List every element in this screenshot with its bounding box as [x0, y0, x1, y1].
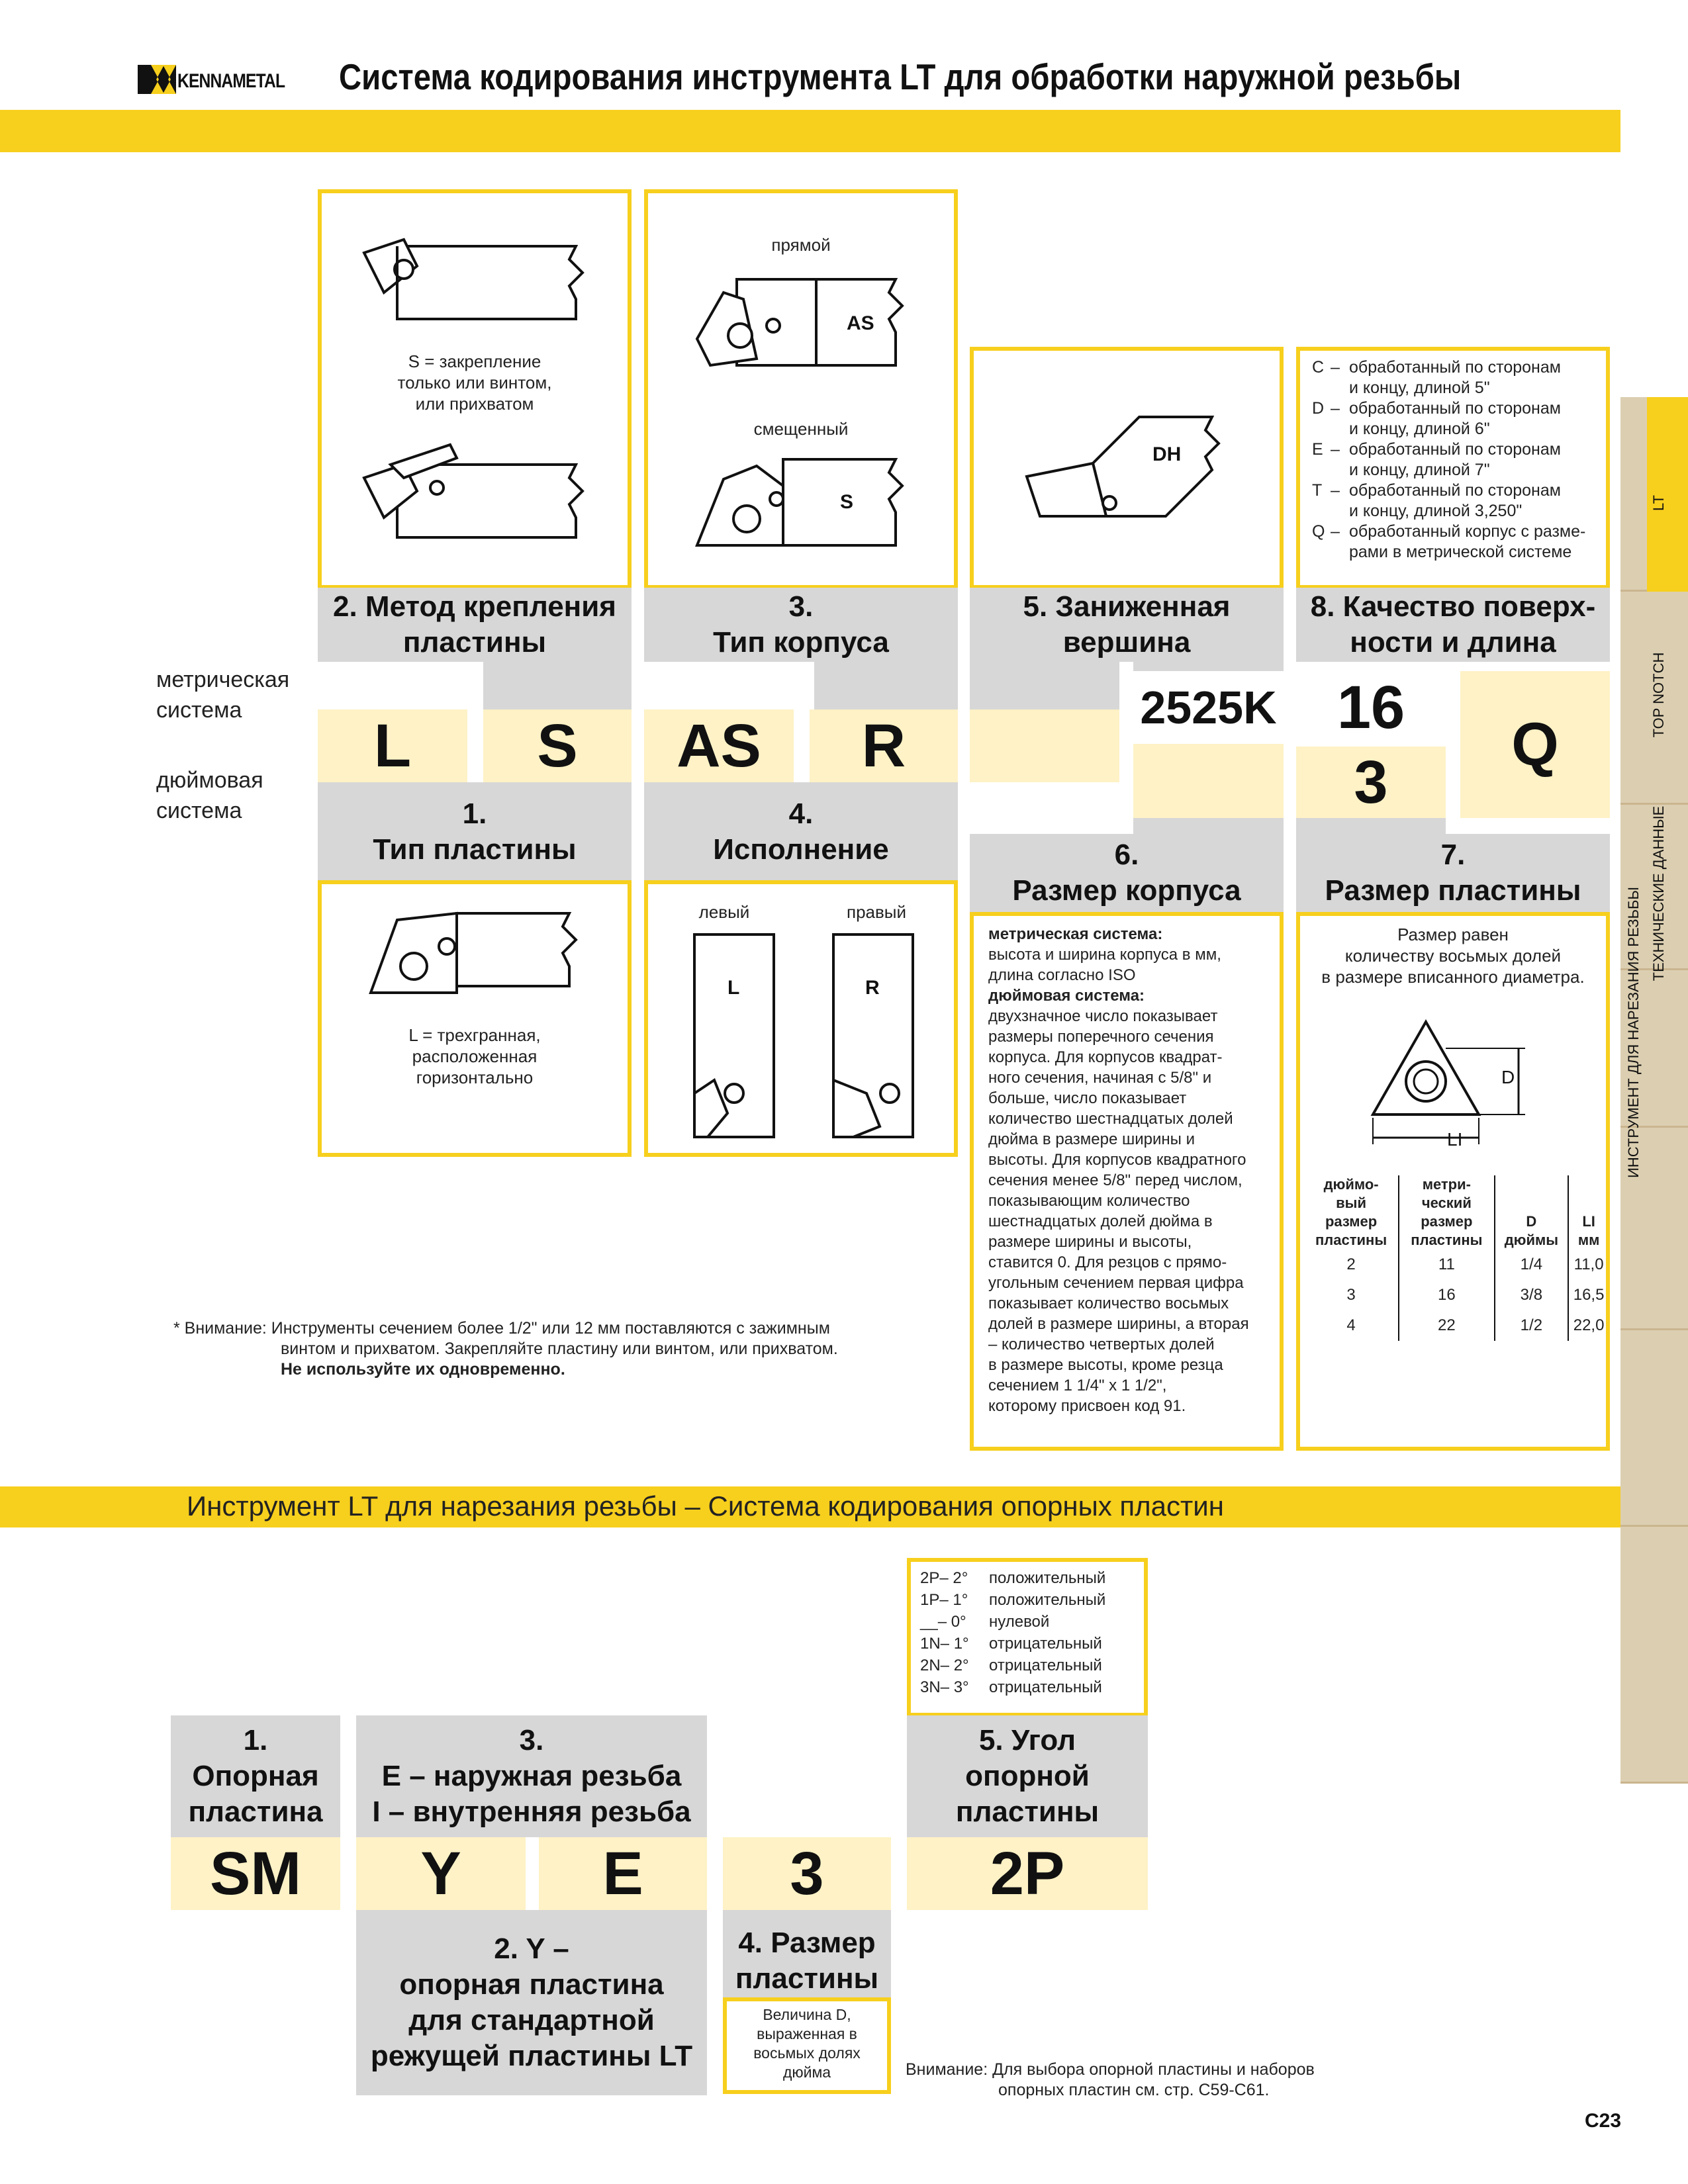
table-cell: 22 [1399, 1310, 1494, 1341]
code-sm: SM [171, 1837, 340, 1910]
angle-desc: положительный [989, 1569, 1106, 1587]
table-row [1304, 1250, 1609, 1280]
code-insert-size-metric: 16 [1296, 671, 1446, 744]
shim-size-desc: Величина D, выраженная в восьмых долях дюйма [753, 2006, 861, 2081]
table-head-li: LI мм [1577, 1213, 1600, 1248]
tag-r: R [865, 977, 880, 999]
table-cell: 11 [1399, 1250, 1494, 1280]
shank-inch-head: дюймовая система: [988, 987, 1145, 1005]
code-as: AS [644, 709, 794, 782]
header-shim: 1. Опорная пластина [171, 1715, 340, 1837]
angle-option [920, 1589, 1139, 1611]
angle-desc: отрицательный [989, 1635, 1102, 1653]
brand-name: KENNAMETAL [177, 70, 285, 92]
angle-option [920, 1567, 1139, 1589]
angle-desc: положительный [989, 1591, 1106, 1609]
angle-option [920, 1655, 1139, 1676]
shim-note: Внимание: Для выбора опорной пластины и наборов опорных пластин см. стр. C59-C61. [906, 2060, 1315, 2099]
side-tab-label-techdata[interactable]: ТЕХНИЧЕСКИЕ ДАННЫЕ [1650, 805, 1667, 981]
box-shim-size [723, 1997, 891, 2094]
header-body-type: 3. Тип корпуса [644, 588, 958, 662]
angle-option [920, 1611, 1139, 1633]
header-dropped-head: 5. Заниженная вершина [970, 588, 1284, 662]
clamp-caption: S = закрепление только или винтом, или прихватом [397, 351, 552, 414]
table-head-inch: дюймо- вый размер пластины [1304, 1175, 1399, 1250]
header-insert-size: 7. Размер пластины [1296, 834, 1610, 912]
inch-system-label: дюймовая система [156, 768, 263, 823]
shank-inch-text: двухзначное число показывает размеры поперечного сечения корпуса. Для корпусов квадрат- ного сечения, начиная с 5/8" и больше, число показывает количество шестнадцатых долей дюйма в размере ширины и высоты. Для корпусов квадратного сечения менее 5/8" перед числом, показывающим количество шестнадцатых долей дюйма в размере ширины и высоты, ставится 0. Для резцов с прямо- угольным сечением первая цифра показывает количество восьмых долей в размере ширины, а вторая – количество четвертых долей в размере высоты, кроме резца сечением 1 1/4" x 1 1/2", которому присвоен код 91. [988, 1007, 1249, 1415]
box-clamping-image [318, 189, 632, 589]
finish-option: D – обработанный по сторонам и концу, длиной 6" [1312, 399, 1561, 438]
tag-l: L [727, 977, 740, 999]
header-yellow-bar [0, 110, 1620, 152]
header-shim-y: 2. Y – опорная пластина для стандартной режущей пластины LT [356, 1910, 707, 2095]
tag-s: S [840, 491, 854, 513]
finish-option-text: обработанный по сторонам и концу, длиной 5" [1349, 358, 1561, 397]
table-cell: 3 [1304, 1280, 1399, 1310]
finish-option-code: Q [1312, 522, 1325, 541]
finish-option-text: обработанный по сторонам и концу, длиной 3,250" [1349, 481, 1561, 520]
box-shank-size [970, 912, 1284, 1451]
table-cell: 4 [1304, 1310, 1399, 1341]
code-insert-size-inch: 3 [1296, 747, 1446, 818]
side-tab-label-threading: ИНСТРУМЕНТ ДЛЯ НАРЕЗАНИЯ РЕЗЬБЫ [1625, 887, 1642, 1178]
holder-note: * Внимание: Инструменты сечением более 1/2" или 12 мм поставляются с зажимным винтом и прихватом. Закрепляйте пластину или винтом, или прихватом. Не используйте их одновременно. [173, 1319, 838, 1379]
box-finish-length [1296, 347, 1610, 589]
code-e: E [539, 1837, 707, 1910]
box-hand-image [644, 880, 958, 1157]
finish-option: Q – обработанный корпус с разме- рами в метрической системе [1312, 522, 1586, 561]
angle-list [920, 1567, 1139, 1698]
shank-metric-head: метрическая система: [988, 925, 1163, 943]
finish-option-code: E [1312, 440, 1323, 459]
finish-option: E – обработанный по сторонам и концу, длиной 7" [1312, 440, 1561, 479]
finish-option-text: обработанный по сторонам и концу, длиной 7" [1349, 440, 1561, 479]
box-dropped-head-image [970, 347, 1284, 589]
angle-option [920, 1633, 1139, 1655]
tag-dh: DH [1152, 443, 1182, 465]
table-cell: 1/2 [1495, 1310, 1569, 1341]
metric-system-label: метрическая система [156, 667, 290, 723]
table-row [1304, 1310, 1609, 1341]
offset-label: смещенный [753, 419, 849, 439]
table-cell: 22,0 [1573, 1316, 1605, 1334]
angle-code: __– 0° [920, 1613, 966, 1631]
table-cell: 16,5 [1573, 1286, 1605, 1304]
finish-option-code: D [1312, 399, 1325, 418]
side-tab-label-lt: LT [1650, 494, 1667, 512]
angle-desc: отрицательный [989, 1657, 1102, 1674]
code-shank-size-metric: 2525K [1133, 671, 1284, 744]
dim-li-label: LI [1447, 1129, 1463, 1150]
code-s: S [483, 709, 632, 782]
insert-type-caption: L = трехгранная, расположенная горизонтально [408, 1025, 541, 1087]
code-q: Q [1460, 671, 1610, 818]
finish-option-code: T [1312, 481, 1323, 500]
table-head-d: D дюймы [1495, 1175, 1569, 1250]
code-3: 3 [723, 1837, 891, 1910]
insert-size-table [1304, 1175, 1609, 1341]
finish-option-text: обработанный корпус с разме- рами в метрической системе [1349, 522, 1586, 561]
angle-desc: нулевой [989, 1613, 1050, 1631]
box-insert-type-image [318, 880, 632, 1157]
tag-as: AS [847, 312, 874, 334]
right-hand-label: правый [846, 902, 907, 922]
angle-desc: отрицательный [989, 1678, 1102, 1696]
table-cell: 11,0 [1573, 1255, 1604, 1273]
shim-banner-title: Инструмент LT для нарезания резьбы – Система кодирования опорных пластин [187, 1490, 1224, 1522]
header-shim-size: 4. Размер пластины [723, 1925, 891, 1997]
straight-label: прямой [771, 235, 831, 255]
box-insert-size [1296, 912, 1610, 1451]
angle-option [920, 1676, 1139, 1698]
angle-code: 2N– 2° [920, 1657, 969, 1674]
page-title: Система кодирования инструмента LT для обработки наружной резьбы [339, 56, 1462, 97]
header-clamping-method: 2. Метод крепления пластины [318, 588, 632, 662]
code-2p: 2P [907, 1837, 1148, 1910]
box-body-type-image [644, 189, 958, 589]
header-thread-type: 3. E – наружная резьба I – внутренняя резьба [356, 1715, 707, 1837]
insert-size-desc: Размер равен количеству восьмых долей в размере вписанного диаметра. [1321, 925, 1585, 987]
code-l: L [318, 709, 467, 782]
dim-d-label: D [1501, 1067, 1515, 1087]
header-insert-type: 1. Тип пластины [318, 782, 632, 882]
header-finish-length: 8. Качество поверх- ности и длина [1296, 588, 1610, 662]
code-r: R [810, 709, 958, 782]
code-dropped-head-empty [970, 709, 1119, 782]
finish-option: T – обработанный по сторонам и концу, длиной 3,250" [1312, 481, 1561, 520]
header-hand: 4. Исполнение [644, 782, 958, 882]
left-hand-label: левый [698, 902, 750, 922]
table-cell: 1/4 [1495, 1250, 1569, 1280]
box-shim-angles [907, 1558, 1148, 1717]
finish-options-list [1312, 357, 1603, 563]
angle-code: 2P– 2° [920, 1569, 968, 1587]
page-number: C23 [1585, 2110, 1622, 2132]
table-cell: 16 [1399, 1280, 1494, 1310]
finish-option: C – обработанный по сторонам и концу, длиной 5" [1312, 358, 1561, 397]
table-cell: 2 [1304, 1250, 1399, 1280]
angle-code: 3N– 3° [920, 1678, 969, 1696]
angle-code: 1N– 1° [920, 1635, 969, 1653]
table-row [1304, 1280, 1609, 1310]
table-cell: 3/8 [1495, 1280, 1569, 1310]
header-shank-size: 6. Размер корпуса [970, 834, 1284, 912]
shank-metric-text: высота и ширина корпуса в мм, длина согласно ISO [988, 946, 1221, 984]
finish-option-code: C [1312, 358, 1325, 377]
code-y: Y [356, 1837, 526, 1910]
side-tab-label-topnotch[interactable]: TOP NOTCH [1650, 652, 1667, 738]
header-shim-angle: 5. Угол опорной пластины [907, 1715, 1148, 1837]
finish-option-text: обработанный по сторонам и концу, длиной 6" [1349, 399, 1561, 438]
angle-code: 1P– 1° [920, 1591, 968, 1609]
table-head-metric: метри- ческий размер пластины [1399, 1175, 1494, 1250]
